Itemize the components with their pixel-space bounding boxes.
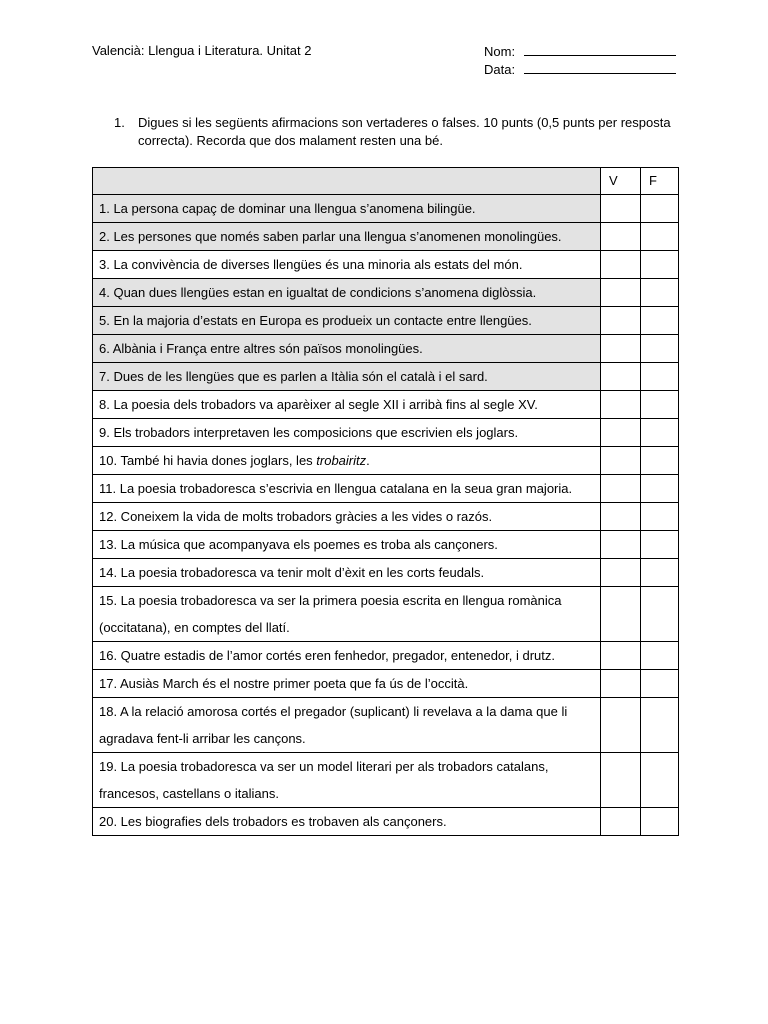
name-line: [484, 43, 676, 61]
answer-v-cell[interactable]: [601, 279, 641, 307]
exercise-instructions: [114, 114, 674, 150]
statement-text: 12. Coneixem la vida de molts trobadors gràcies a les vides o razós.: [99, 509, 493, 524]
answer-f-cell[interactable]: [641, 559, 679, 587]
statement-text-italic: trobairitz: [316, 453, 367, 468]
answer-f-cell[interactable]: [641, 808, 679, 836]
statement-cell: [93, 195, 601, 223]
table-row: [93, 391, 679, 419]
statement-cell: [93, 642, 601, 670]
statement-text: 16. Quatre estadis de l’amor cortés eren fenhedor, pregador, entenedor, i drutz.: [99, 648, 556, 663]
answer-f-cell[interactable]: [641, 419, 679, 447]
answer-v-cell[interactable]: [601, 391, 641, 419]
answer-f-cell[interactable]: [641, 363, 679, 391]
table-row: [93, 447, 679, 475]
true-false-table: [92, 167, 679, 836]
name-blank[interactable]: [524, 43, 676, 56]
table-row: [93, 503, 679, 531]
statement-cell: [93, 363, 601, 391]
statement-cell: [93, 670, 601, 698]
statement-text: 2. Les persones que només saben parlar una llengua s’anomenen monolingües.: [99, 229, 562, 244]
statement-cell: [93, 587, 601, 642]
statement-text: 20. Les biografies dels trobadors es trobaven als cançoners.: [99, 814, 447, 829]
answer-v-cell[interactable]: [601, 531, 641, 559]
answer-f-cell[interactable]: [641, 503, 679, 531]
table-row: [93, 475, 679, 503]
statement-text: 6. Albània i França entre altres són països monolingües.: [99, 341, 423, 356]
table-row: [93, 335, 679, 363]
answer-v-cell[interactable]: [601, 559, 641, 587]
answer-v-cell[interactable]: [601, 503, 641, 531]
statement-text: 14. La poesia trobadoresca va tenir molt d’èxit en les corts feudals.: [99, 565, 485, 580]
statement-cell: [93, 808, 601, 836]
answer-f-cell[interactable]: [641, 587, 679, 642]
date-blank[interactable]: [524, 61, 676, 74]
statement-text: 19. La poesia trobadoresca va ser un model literari per als trobadors catalans, francesos, castellans o italians.: [99, 759, 549, 801]
answer-f-cell[interactable]: [641, 251, 679, 279]
statement-cell: [93, 753, 601, 808]
statement-cell: [93, 475, 601, 503]
statement-cell: [93, 223, 601, 251]
statement-cell: [93, 335, 601, 363]
table-row: [93, 419, 679, 447]
statement-cell: [93, 391, 601, 419]
answer-f-cell[interactable]: [641, 391, 679, 419]
table-row: [93, 279, 679, 307]
statement-cell: [93, 279, 601, 307]
date-label: Data:: [484, 62, 516, 77]
table-row: [93, 670, 679, 698]
statement-cell: [93, 503, 601, 531]
answer-f-cell[interactable]: [641, 279, 679, 307]
table-row: [93, 195, 679, 223]
answer-v-cell[interactable]: [601, 195, 641, 223]
exercise-number: 1.: [114, 115, 125, 130]
table-row: [93, 363, 679, 391]
answer-f-cell[interactable]: [641, 670, 679, 698]
statement-text: 4. Quan dues llengües estan en igualtat de condicions s’anomena diglòssia.: [99, 285, 537, 300]
answer-f-cell[interactable]: [641, 753, 679, 808]
header-f: F: [641, 168, 679, 195]
statement-cell: [93, 419, 601, 447]
statement-text-after: .: [366, 453, 370, 468]
statement-cell: [93, 698, 601, 753]
table-row: [93, 698, 679, 753]
statement-text: 7. Dues de les llengües que es parlen a Itàlia són el català i el sard.: [99, 369, 488, 384]
answer-v-cell[interactable]: [601, 808, 641, 836]
answer-v-cell[interactable]: [601, 251, 641, 279]
statement-cell: [93, 531, 601, 559]
answer-f-cell[interactable]: [641, 307, 679, 335]
table-row: [93, 642, 679, 670]
answer-v-cell[interactable]: [601, 670, 641, 698]
answer-f-cell[interactable]: [641, 475, 679, 503]
answer-v-cell[interactable]: [601, 447, 641, 475]
table-row: [93, 587, 679, 642]
header-statement-cell: [93, 168, 601, 195]
answer-v-cell[interactable]: [601, 419, 641, 447]
answer-v-cell[interactable]: [601, 223, 641, 251]
statement-text: 8. La poesia dels trobadors va aparèixer al segle XII i arribà fins al segle XV.: [99, 397, 538, 412]
answer-v-cell[interactable]: [601, 307, 641, 335]
statement-cell: [93, 559, 601, 587]
statement-cell: [93, 307, 601, 335]
statement-text: 13. La música que acompanyava els poemes es troba als cançoners.: [99, 537, 498, 552]
table-row: [93, 251, 679, 279]
statement-text: 11. La poesia trobadoresca s’escrivia en llengua catalana en la seua gran majoria.: [99, 481, 573, 496]
table-row: [93, 307, 679, 335]
answer-v-cell[interactable]: [601, 753, 641, 808]
statement-text: 17. Ausiàs March és el nostre primer poeta que fa ús de l’occità.: [99, 676, 469, 691]
statement-text: 1. La persona capaç de dominar una llengua s’anomena bilingüe.: [99, 201, 476, 216]
name-date-block: [484, 43, 676, 79]
statement-text-before: 10. També hi havia dones joglars, les: [99, 453, 317, 468]
statement-text: 5. En la majoria d’estats en Europa es produeix un contacte entre llengües.: [99, 313, 532, 328]
table-row: [93, 531, 679, 559]
answer-v-cell[interactable]: [601, 335, 641, 363]
answer-v-cell[interactable]: [601, 698, 641, 753]
exercise-text: Digues si les següents afirmacions son vertaderes o falses. 10 punts (0,5 punts per resposta correcta). Recorda que dos malament resten una bé.: [138, 115, 671, 148]
answer-v-cell[interactable]: [601, 475, 641, 503]
statement-text: 9. Els trobadors interpretaven les composicions que escrivien els joglars.: [99, 425, 519, 440]
answer-v-cell[interactable]: [601, 642, 641, 670]
answer-f-cell[interactable]: [641, 642, 679, 670]
document-title: Valencià: Llengua i Literatura. Unitat 2: [92, 43, 312, 58]
statement-text: 15. La poesia trobadoresca va ser la primera poesia escrita en llengua romànica (occitatana), en comptes del llatí.: [99, 593, 562, 635]
answer-f-cell[interactable]: [641, 531, 679, 559]
answer-v-cell[interactable]: [601, 363, 641, 391]
statement-text: 18. A la relació amorosa cortés el pregador (suplicant) li revelava a la dama que li agradava fent-li arribar les cançons.: [99, 704, 568, 746]
answer-f-cell[interactable]: [641, 335, 679, 363]
statement-text: 3. La convivència de diverses llengües és una minoria als estats del món.: [99, 257, 523, 272]
answer-f-cell[interactable]: [641, 447, 679, 475]
table-row: [93, 559, 679, 587]
statement-cell: [93, 251, 601, 279]
name-label: Nom:: [484, 44, 516, 59]
date-line: [484, 61, 676, 79]
answer-f-cell[interactable]: [641, 195, 679, 223]
statement-cell: [93, 447, 601, 475]
answer-v-cell[interactable]: [601, 587, 641, 642]
table-row: [93, 753, 679, 808]
table-header-row: [93, 168, 679, 195]
table-row: [93, 223, 679, 251]
answer-f-cell[interactable]: [641, 223, 679, 251]
table-row: [93, 808, 679, 836]
answer-f-cell[interactable]: [641, 698, 679, 753]
header-v: V: [601, 168, 641, 195]
